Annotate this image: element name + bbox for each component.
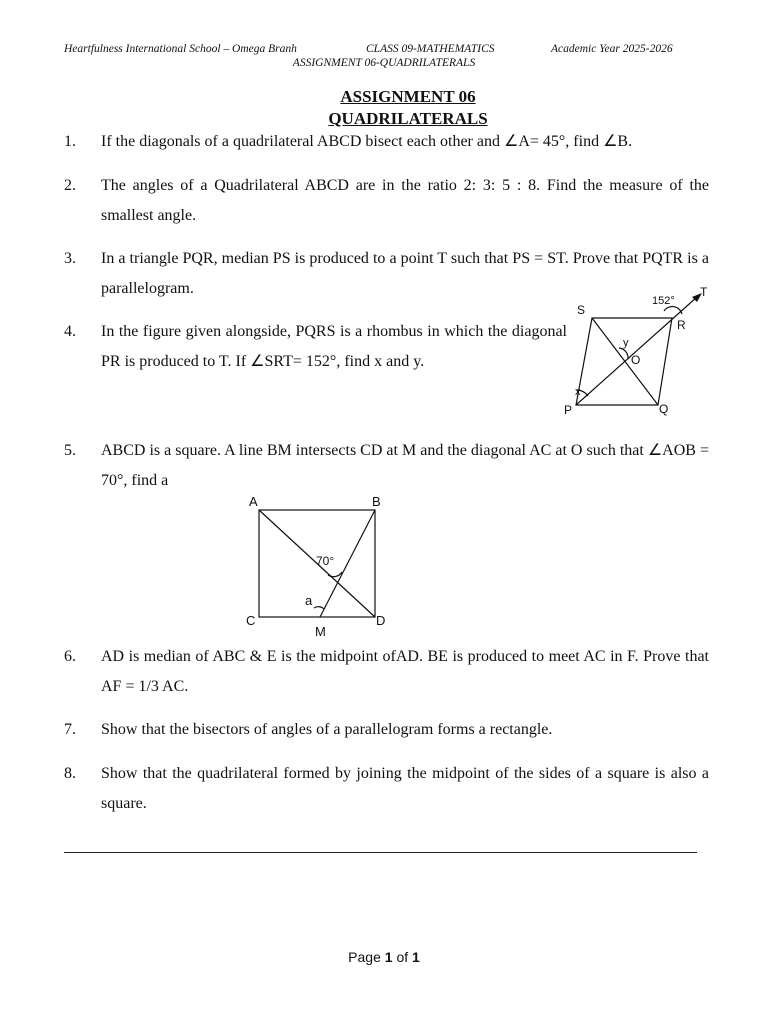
divider-rule [64, 852, 697, 853]
angle-arc-y [619, 348, 628, 359]
square-figure [240, 490, 400, 645]
header-class: CLASS 09-MATHEMATICS [366, 43, 495, 55]
label-d: D [376, 613, 386, 628]
header-year: Academic Year 2025-2026 [551, 43, 673, 55]
question-text: In the figure given alongside, PQRS is a rhombus in which the diagonal PR is produced to T. If ∠SRT= 152°, find x and y. [101, 323, 567, 370]
label-angle-70: 70° [316, 554, 335, 568]
label-m: M [315, 624, 326, 639]
label-s: S [577, 303, 586, 317]
label-r: R [677, 318, 686, 332]
angle-arc-70 [328, 572, 342, 577]
assignment-title: ASSIGNMENT 06 [340, 87, 476, 106]
header-school: Heartfulness International School – Omega Branh [64, 43, 297, 55]
label-x: x [575, 386, 581, 398]
page-footer [0, 949, 768, 965]
question-text: Show that the bisectors of angles of a parallelogram forms a rectangle. [101, 721, 553, 738]
diagonal-pr-produced [576, 297, 697, 405]
question-number: 2. [64, 177, 76, 194]
label-p: P [564, 403, 573, 417]
question-text: AD is median of ABC & E is the midpoint ofAD. BE is produced to meet AC in F. Prove that AF = 1/3 AC. [101, 648, 709, 695]
topic-title: QUADRILATERALS [328, 109, 488, 128]
label-c: C [246, 613, 256, 628]
question-number: 1. [64, 133, 76, 150]
diagonal-sq [592, 318, 658, 405]
label-t: T [700, 285, 708, 299]
question-text: ABCD is a square. A line BM intersects CD at M and the diagonal AC at O such that ∠AOB = 70°, find a [101, 442, 709, 489]
question-text: If the diagonals of a quadrilateral ABCD bisect each other and ∠A= 45°, find ∠B. [101, 133, 633, 150]
footer-prefix: Page [348, 949, 385, 965]
question-text: Show that the quadrilateral formed by joining the midpoint of the sides of a square is also a square. [101, 765, 709, 812]
label-o: O [631, 353, 641, 367]
question-number: 5. [64, 442, 76, 459]
label-a: A [249, 494, 258, 509]
header-assignment: ASSIGNMENT 06-QUADRILATERALS [292, 57, 476, 69]
rhombus-figure [555, 284, 715, 424]
footer-page: 1 [384, 949, 393, 965]
question-text: In a triangle PQR, median PS is produced to a point T such that PS = ST. Prove that PQTR is a parallelogram. [101, 250, 709, 297]
question-number: 7. [64, 721, 76, 738]
label-q: Q [659, 402, 669, 416]
footer-middle: of [392, 949, 413, 965]
question-number: 4. [64, 323, 76, 340]
angle-arc-a [314, 607, 324, 609]
question-number: 3. [64, 250, 76, 267]
label-b: B [372, 494, 381, 509]
label-angle-a: a [305, 593, 313, 608]
question-number: 6. [64, 648, 76, 665]
question-number: 8. [64, 765, 76, 782]
footer-total: 1 [412, 949, 420, 965]
label-angle-152: 152° [652, 295, 675, 307]
label-y: y [623, 337, 629, 349]
question-text: The angles of a Quadrilateral ABCD are in the ratio 2: 3: 5 : 8. Find the measure of the smallest angle. [101, 177, 709, 224]
